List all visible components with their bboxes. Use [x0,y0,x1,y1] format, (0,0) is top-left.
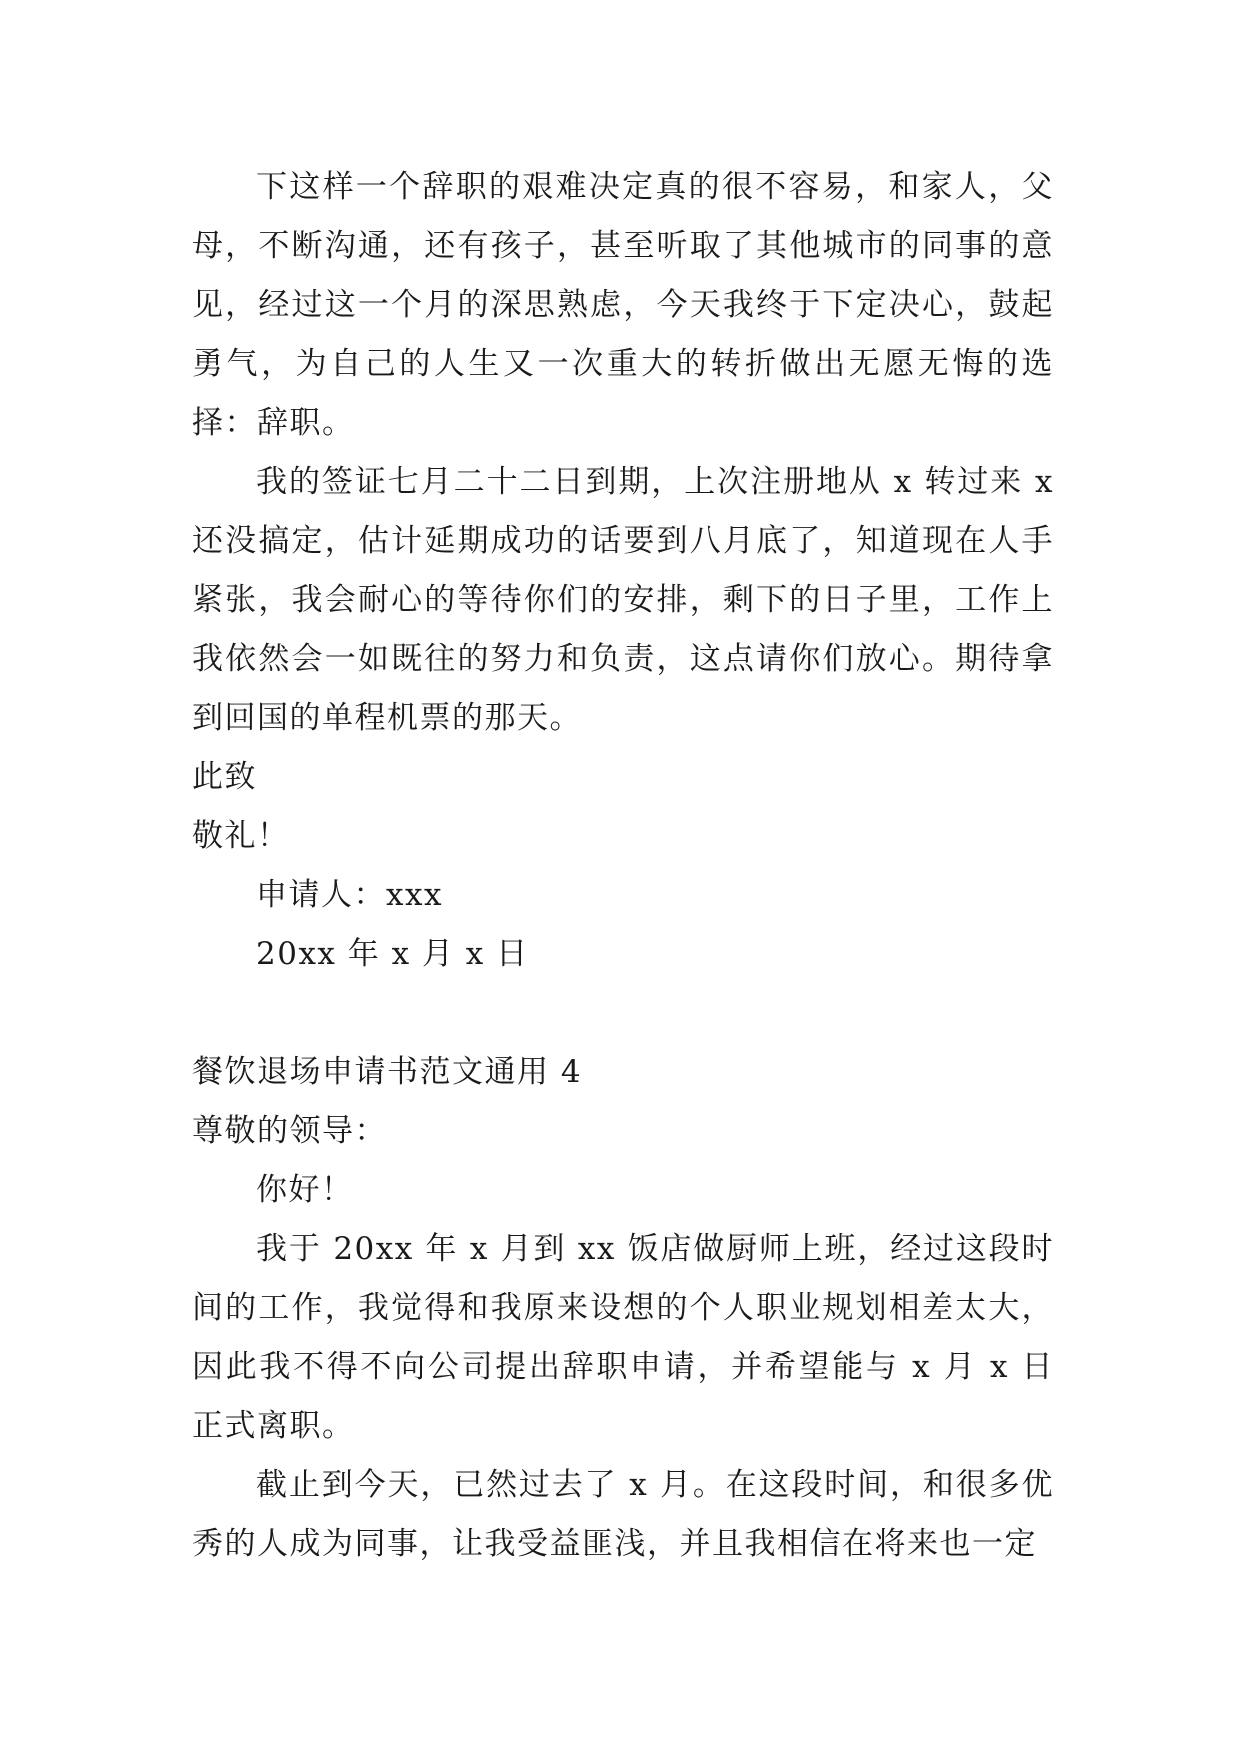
date-line: 20xx 年 x 月 x 日 [256,936,529,972]
document-body [192,158,1054,1574]
body-paragraph: 截止到今天，已然过去了 x 月。在这段时间，和很多优秀的人成为同事，让我受益匪浅，并且我相信在将来也一定 [192,1467,1054,1562]
applicant-line: 申请人：xxx [256,877,443,913]
closing-line: 此致 [192,759,257,795]
body-paragraph: 我于 20xx 年 x 月到 xx 饭店做厨师上班，经过这段时间的工作，我觉得和我原来设想的个人职业规划相差太大，因此我不得不向公司提出辞职申请，并希望能与 x 月 x 日正式离职。 [192,1231,1054,1444]
body-paragraph: 我的签证七月二十二日到期，上次注册地从 x 转过来 x 还没搞定，估计延期成功的话要到八月底了，知道现在人手紧张，我会耐心的等待你们的安排，剩下的日子里，工作上我依然会一如既往的努力和负责，这点请你们放心。期待拿到回国的单程机票的那天。 [192,464,1054,736]
spacer [192,984,1054,1043]
body-paragraph: 下这样一个辞职的艰难决定真的很不容易，和家人，父母，不断沟通，还有孩子，甚至听取了其他城市的同事的意见，经过这一个月的深思熟虑，今天我终于下定决心，鼓起勇气，为自己的人生又一次重大的转折做出无愿无悔的选择：辞职。 [192,169,1054,441]
section-title: 餐饮退场申请书范文通用 4 [192,1054,583,1090]
closing-line: 敬礼！ [192,818,290,854]
greeting: 你好！ [256,1172,354,1208]
salutation: 尊敬的领导： [192,1113,387,1149]
